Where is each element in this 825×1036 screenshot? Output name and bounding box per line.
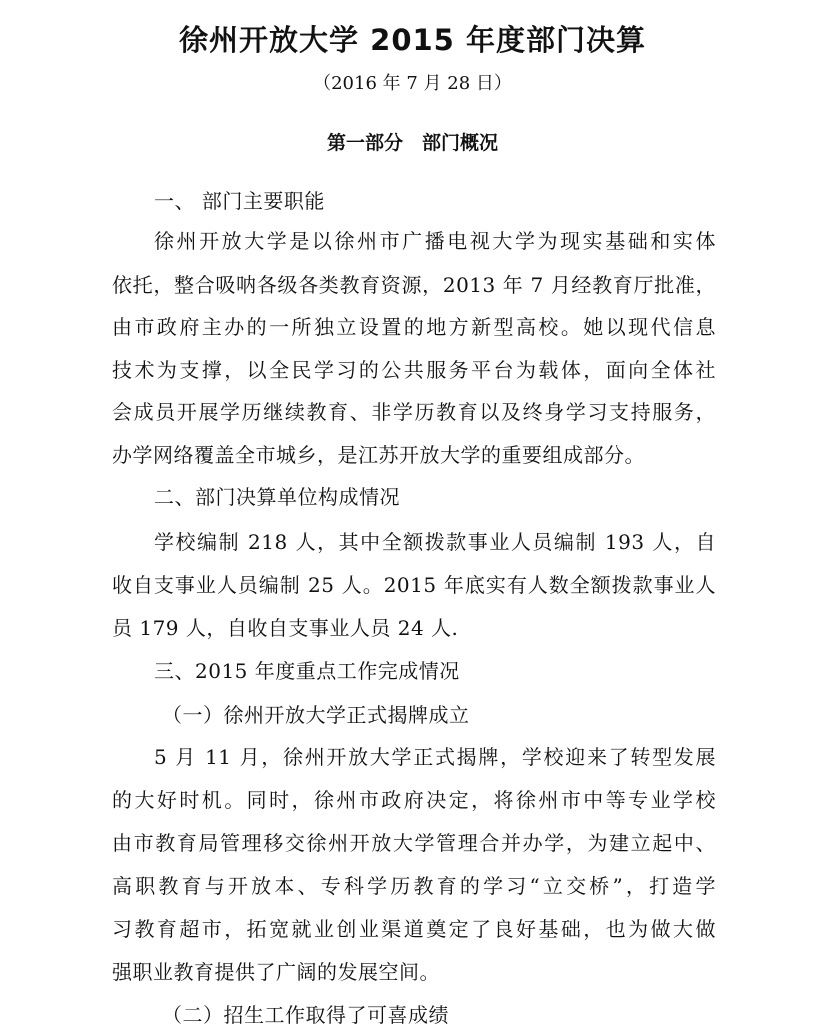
paragraph-line: 员 179 人，自收自支事业人员 24 人. xyxy=(112,616,459,640)
section-heading-key-work: 三、2015 年度重点工作完成情况 xyxy=(154,659,460,683)
paragraph-line: 会成员开展学历继续教育、非学历教育以及终身学习支持服务， xyxy=(112,400,716,424)
paragraph-line: 习教育超市，拓宽就业创业渠道奠定了良好基础，也为做大做 xyxy=(112,917,716,941)
paragraph-line: 收自支事业人员编制 25 人。2015 年底实有人数全额拨款事业人 xyxy=(112,573,716,597)
subsection-heading-inauguration: （一）徐州开放大学正式揭牌成立 xyxy=(162,703,470,727)
part-heading: 第一部分 部门概况 xyxy=(326,132,498,154)
subsection-heading-enrollment: （二）招生工作取得了可喜成绩 xyxy=(162,1003,449,1027)
paragraph-line: 学校编制 218 人，其中全额拨款事业人员编制 193 人，自 xyxy=(154,530,716,554)
paragraph-line: 技术为支撑，以全民学习的公共服务平台为载体，面向全体社 xyxy=(112,358,716,382)
paragraph-line: 高职教育与开放本、专科学历教育的学习“立交桥”，打造学 xyxy=(112,874,716,898)
paragraph-line: 由市教育局管理移交徐州开放大学管理合并办学，为建立起中、 xyxy=(112,831,716,855)
document-date: （2016 年 7 月 28 日） xyxy=(313,73,512,94)
paragraph-line: 强职业教育提供了广阔的发展空间。 xyxy=(112,960,440,984)
paragraph-line: 徐州开放大学是以徐州市广播电视大学为现实基础和实体 xyxy=(154,229,716,253)
section-heading-units: 二、部门决算单位构成情况 xyxy=(154,485,400,509)
paragraph-line: 依托，整合吸呐各级各类教育资源，2013 年 7 月经教育厅批准， xyxy=(112,273,716,297)
paragraph-line: 的大好时机。同时，徐州市政府决定，将徐州市中等专业学校 xyxy=(112,788,716,812)
section-heading-functions: 一、 部门主要职能 xyxy=(154,189,325,213)
document-title: 徐州开放大学 2015 年度部门决算 xyxy=(179,23,646,57)
paragraph-line: 办学网络覆盖全市城乡，是江苏开放大学的重要组成部分。 xyxy=(112,443,645,467)
paragraph-line: 5 月 11 月，徐州开放大学正式揭牌，学校迎来了转型发展 xyxy=(154,745,716,769)
paragraph-line: 由市政府主办的一所独立设置的地方新型高校。她以现代信息 xyxy=(112,315,716,339)
